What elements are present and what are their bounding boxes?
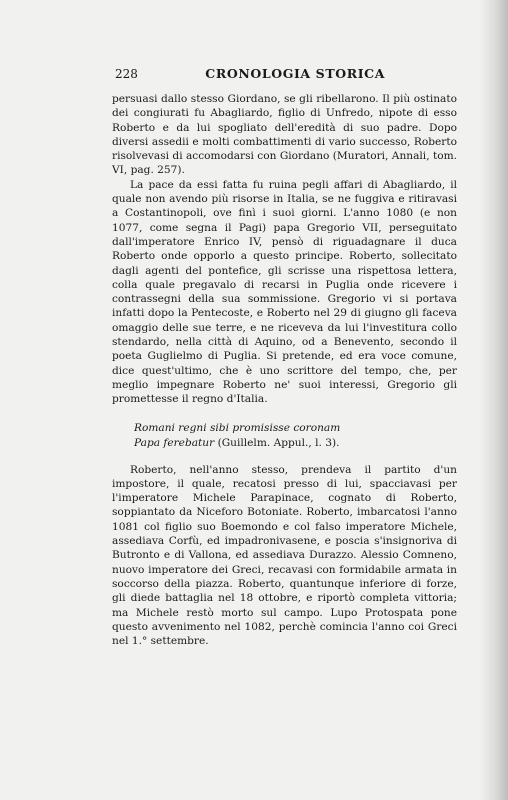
running-head [115, 66, 385, 81]
quote-line-2-text: Papa ferebatur [134, 436, 215, 449]
paragraph: La pace da essi fatta fu ruina pegli affari di Abagliardo, il quale non avendo più risorse in Italia, se ne fuggiva e ritiravasi a Costantinopoli, ove finì i suoi giorni. L'anno 1080 (e non 1077, come segna il Pagi) papa Gregorio VII, perseguitato dall'imperatore Enrico IV, pensò di riguadagnare il duca Roberto onde opporlo a questo principe. Roberto, sollecitato dagli agenti del pontefice, gli scrisse una rispettosa lettera, colla quale pregavalo di recarsi in Puglia onde ricevere i contrassegni della sua sommissione. Gregorio vi si portava infatti dopo la Pentecoste, e Roberto nel 29 di giugno gli faceva omaggio delle sue terre, e ne riceveva da lui l'investitura collo stendardo, nella città di Aquino, od a Benevento, secondo il poeta Guglielmo di Puglia. Si pretende, ed era voce comune, dice quest'ultimo, che è uno scrittore del tempo, che, per meglio impegnare Roberto ne' suoi interessi, Gregorio gli promettesse il regno d'Italia. [112, 178, 457, 406]
page-number: 228 [115, 67, 138, 81]
latin-quotation [112, 421, 457, 451]
paragraph-continued: persuasi dallo stesso Giordano, se gli ribellarono. Il più ostinato dei congiurati fu Abagliardo, figlio di Unfredo, nipote di esso Roberto e da lui spogliato dell'eredità di suo padre. Dopo diversi assedii e molti combattimenti di vario successo, Roberto risolvevasi di accomodarsi con Giordano (Muratori, Annali, tom. VI, pag. 257). [112, 93, 457, 177]
quote-line-2 [134, 436, 457, 451]
quote-citation: (Guillelm. Appul., l. 3). [217, 436, 340, 449]
body-text [112, 92, 457, 648]
page-edge-shadow [480, 0, 508, 800]
running-title: CRONOLOGIA STORICA [205, 66, 385, 81]
quote-line-1: Romani regni sibi promisisse coronam [134, 421, 341, 434]
paragraph: Roberto, nell'anno stesso, prendeva il partito d'un impostore, il quale, recatosi presso di lui, spacciavasi per l'imperatore Michele Parapinace, cognato di Roberto, soppiantato da Niceforo Botoniate. Roberto, imbarcatosi l'anno 1081 col figlio suo Boemondo e col falso imperatore Michele, assediava Corfù, ed impadronivasene, e poscia s'insignoriva di Butronto e di Vallona, ed assediava Durazzo. Alessio Comneno, nuovo imperatore dei Greci, recavasi con formidabile armata in soccorso della piazza. Roberto, quantunque inferiore di forze, gli diede battaglia nel 18 ottobre, e riportò completa vittoria; ma Michele restò morto sul campo. Lupo Protospata pone questo avvenimento nel 1082, perchè comincia l'anno coi Greci nel 1.° settembre. [112, 463, 457, 648]
